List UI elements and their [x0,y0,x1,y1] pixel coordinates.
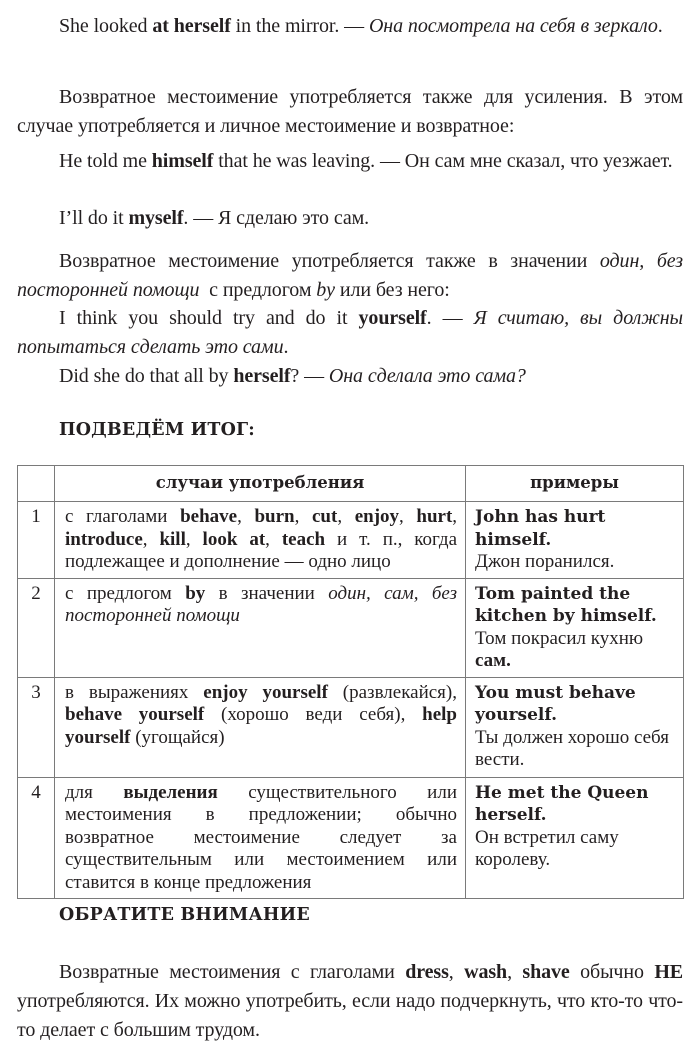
bold-term: myself [128,207,184,229]
example-english: Tom painted the kitchen by himself. [475,583,657,626]
text: , [448,961,465,983]
example-cell [466,677,684,777]
bold-term: выделения [123,781,218,803]
example-russian [475,727,677,772]
text: с предлогом [65,582,186,604]
example-cell [466,502,684,579]
bold-term: kill [159,528,186,550]
text: , [294,506,312,527]
text: , [507,961,523,983]
bold-term: shave [522,961,570,983]
table-row [18,677,684,777]
bold-term: wash [464,961,508,983]
text: обычно [569,961,655,983]
table-row [18,777,684,899]
example-english: He met the Queen herself. [475,782,649,825]
note-heading: ОБРАТИТЕ ВНИМАНИЕ [59,905,310,925]
text: Том покрасил кухню [475,627,644,649]
italic-translation: Я считаю, вы должны попытаться сделать это сами [17,307,683,358]
text: с предлогом [199,279,317,301]
summary-table [17,465,684,899]
text: в значении [205,582,329,604]
text: I’ll do it [59,207,129,229]
text: Ты должен хорошо себя вести. [475,726,669,770]
bold-term: burn [254,506,295,527]
text: . — [426,307,474,329]
text: в выражениях [65,681,204,703]
bold-term: сам. [475,650,511,671]
italic-term: один, без посторонней помощи [17,250,683,301]
example-russian [475,628,677,673]
example-paragraph-herself-mirror [17,12,683,41]
bold-term: cut [311,506,338,527]
example-english: You must behave yourself. [475,682,636,725]
text: существительного или местоимения в предложении; обычно возвратное местоимение следует за существительным или местоимением или ставится в конце предложения [65,781,457,893]
text: . — Я сделаю это сам. [183,207,370,229]
table-row [18,502,684,579]
bold-term: at herself [152,15,231,37]
text: Он встретил саму королеву. [475,826,619,870]
table-row [18,578,684,677]
bold-term: look at [202,528,266,550]
row-number: 2 [18,578,55,677]
usage-case-cell [55,502,466,579]
example-paragraph-yourself [17,304,683,362]
text: , [452,506,458,527]
rule-paragraph-by-oneself [17,247,683,305]
bold-term: help yourself [65,704,457,748]
text: Джон поранился. [475,551,615,572]
text: that he was leaving. — Он сам мне сказал, что уезжает. [213,150,673,172]
header-number [18,466,55,502]
example-paragraph-myself [17,204,683,233]
bold-term: herself [233,365,291,387]
bold-term: behave [180,506,238,527]
text: (угощайся) [130,726,225,748]
bold-term: enjoy [354,506,400,527]
bold-term: dress [405,961,449,983]
text: ? — [290,365,329,387]
text: (развлекайся), [327,681,457,703]
text: , [399,506,417,527]
usage-case-cell [55,677,466,777]
bold-term: by [185,582,206,604]
example-english: John has hurt himself. [475,507,606,550]
usage-case-cell [55,777,466,899]
text: She looked [59,15,153,37]
text: Did she do that all by [59,365,234,387]
bold-term: behave yourself [65,704,205,725]
text: употребляются. Их можно употребить, если надо подчеркнуть, что кто-то что-то делает с большим трудом. [17,990,683,1041]
header-examples: примеры [466,466,684,502]
text: (хорошо веди себя), [204,704,423,725]
text: для [65,781,124,803]
row-number: 4 [18,777,55,899]
summary-heading: ПОДВЕДЁМ ИТОГ: [59,420,255,440]
header-cases: случаи употребления [55,466,466,502]
bold-term: introduce [65,528,143,550]
bold-term: НЕ [654,961,684,983]
text: , [337,506,355,527]
text: или без него: [334,279,450,301]
example-paragraph-herself-question [17,362,683,391]
text: I think you should try and do it [59,307,359,329]
text: He told me [59,150,152,172]
text: Возвратные местоимения с глаголами [59,961,406,983]
text: in the mirror. — [230,15,369,37]
note-paragraph [17,958,683,1045]
example-russian [475,551,677,574]
bold-term: himself [151,150,214,172]
text: . [657,15,663,37]
italic-translation: Она посмотрела на себя в зеркало [368,15,658,37]
table-header-row [18,466,684,502]
text: Возвратное местоимение употребляется также в значении [59,250,600,272]
text: , [265,528,282,550]
example-cell [466,777,684,899]
rule-paragraph-emphasis: Возвратное местоимение употребляется также для усиления. В этом случае употребляется и личное местоимение и возвратное: [17,86,683,137]
row-number: 1 [18,502,55,579]
italic-translation: Она сделала это сама? [328,365,526,387]
bold-term: enjoy yourself [203,681,328,703]
italic-term: один, сам, без посторонней помощи [65,582,458,626]
italic-term: by [316,279,335,301]
text: , [185,528,203,550]
bold-term: yourself [358,307,427,329]
text: с глаголами [65,506,181,527]
row-number: 3 [18,677,55,777]
usage-case-cell [55,578,466,677]
bold-term: teach [281,528,326,550]
example-paragraph-himself [17,147,683,176]
bold-term: hurt [416,506,453,527]
text: , [237,506,255,527]
example-russian [475,827,677,872]
text: . [283,336,289,358]
text: , [142,528,160,550]
example-cell [466,578,684,677]
text: и т. п., когда подлежащее и дополнение — одно лицо [65,528,458,572]
